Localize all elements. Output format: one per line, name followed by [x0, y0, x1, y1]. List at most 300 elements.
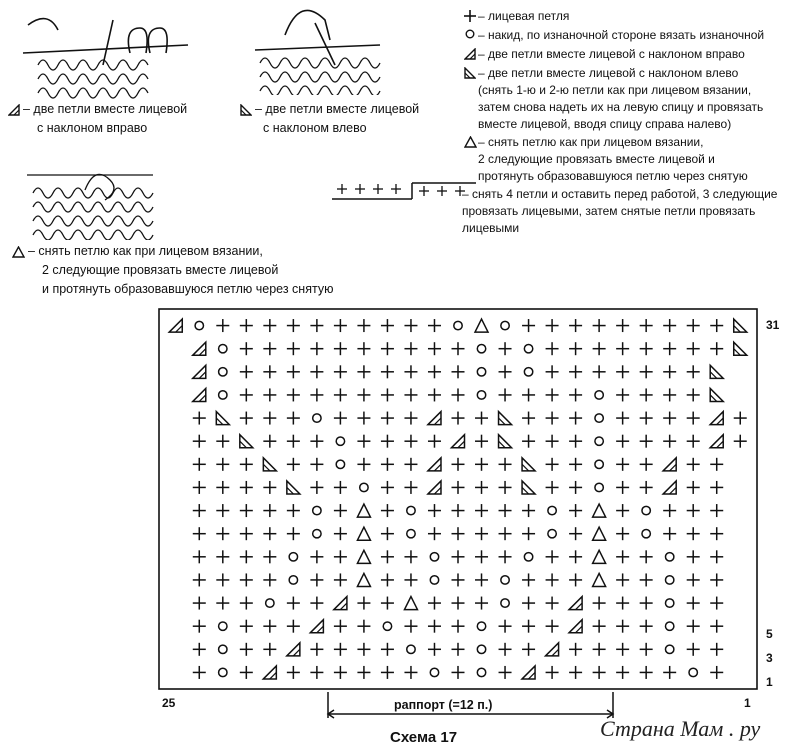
- stitch-k2tog_left: [240, 435, 253, 448]
- stitch-knit: [546, 319, 559, 332]
- stitch-knit: [616, 504, 629, 517]
- stitch-knit: [640, 597, 653, 610]
- stitch-knit: [334, 620, 347, 633]
- left-lean-decrease-illustration: [245, 5, 385, 95]
- stitch-knit: [193, 597, 206, 610]
- stitch-knit: [334, 550, 347, 563]
- stitch-knit: [357, 365, 370, 378]
- stitch-knit: [616, 458, 629, 471]
- stitch-knit: [240, 388, 253, 401]
- stitch-knit: [687, 620, 700, 633]
- stitch-knit: [193, 550, 206, 563]
- stitch-knit: [569, 365, 582, 378]
- stitch-yo: [665, 553, 673, 561]
- repeat-label: раппорт (=12 п.): [390, 698, 496, 712]
- stitch-knit: [404, 666, 417, 679]
- stitch-yo: [219, 344, 227, 352]
- stitch-knit: [428, 527, 441, 540]
- stitch-yo: [524, 368, 532, 376]
- k2tog-right-icon: [464, 48, 476, 60]
- stitch-knit: [404, 388, 417, 401]
- stitch-yo: [642, 529, 650, 537]
- stitch-knit: [381, 458, 394, 471]
- stitch-yo: [477, 622, 485, 630]
- stitch-knit: [475, 527, 488, 540]
- stitch-knit: [310, 643, 323, 656]
- stitch-knit: [663, 365, 676, 378]
- stitch-knit: [452, 481, 465, 494]
- right-lean-decrease-caption: [8, 100, 187, 138]
- legend-item-yo: [462, 27, 764, 44]
- stitch-knit: [263, 412, 276, 425]
- stitch-yo: [595, 414, 603, 422]
- stitch-yo: [407, 506, 415, 514]
- stitch-sk2p: [357, 527, 370, 540]
- stitch-knit: [475, 435, 488, 448]
- stitch-knit: [734, 412, 747, 425]
- row-number-5: 5: [766, 627, 773, 641]
- stitch-knit: [640, 550, 653, 563]
- row-number-3: 3: [766, 651, 773, 665]
- right-lean-caption-line-2: с наклоном вправо: [37, 121, 148, 135]
- stitch-k2tog_right: [287, 643, 300, 656]
- stitch-knit: [569, 504, 582, 517]
- stitch-knit: [569, 342, 582, 355]
- stitch-knit: [687, 435, 700, 448]
- stitch-knit: [404, 342, 417, 355]
- stitch-knit: [710, 504, 723, 517]
- stitch-knit: [287, 527, 300, 540]
- double-decrease-caption: [12, 242, 333, 299]
- stitch-knit: [569, 527, 582, 540]
- stitch-knit: [452, 527, 465, 540]
- stitch-knit: [710, 458, 723, 471]
- stitch-knit: [452, 573, 465, 586]
- stitch-knit: [687, 481, 700, 494]
- stitch-knit: [404, 319, 417, 332]
- stitch-knit: [593, 365, 606, 378]
- stitch-k2tog_left: [499, 435, 512, 448]
- stitch-knit: [216, 550, 229, 563]
- stitch-knit: [546, 597, 559, 610]
- stitch-knit: [310, 342, 323, 355]
- stitch-knit: [310, 481, 323, 494]
- stitch-k2tog_right: [452, 435, 465, 448]
- stitch-knit: [357, 458, 370, 471]
- stitch-knit: [475, 481, 488, 494]
- stitch-knit: [404, 550, 417, 563]
- stitch-knit: [452, 666, 465, 679]
- stitch-k2tog_left: [499, 412, 512, 425]
- stitch-knit: [569, 388, 582, 401]
- stitch-knit: [381, 666, 394, 679]
- stitch-knit: [263, 573, 276, 586]
- stitch-knit: [569, 666, 582, 679]
- stitch-knit: [640, 458, 653, 471]
- stitch-knit: [569, 319, 582, 332]
- stitch-knit: [452, 620, 465, 633]
- stitch-yo: [477, 368, 485, 376]
- stitch-knit: [240, 365, 253, 378]
- stitch-knit: [522, 620, 535, 633]
- stitch-knit: [287, 342, 300, 355]
- stitch-knit: [240, 481, 253, 494]
- stitch-knit: [193, 458, 206, 471]
- right-lean-caption-line-1: – две петли вместе лицевой: [23, 102, 188, 116]
- stitch-knit: [381, 342, 394, 355]
- stitch-yo: [454, 321, 462, 329]
- stitch-knit: [616, 388, 629, 401]
- stitch-knit: [193, 435, 206, 448]
- stitch-knit: [310, 435, 323, 448]
- legend-cable-line-1: – снять 4 петли и оставить перед работой, 3 следующие: [462, 187, 778, 201]
- cable-icon: [330, 180, 478, 202]
- stitch-knit: [357, 666, 370, 679]
- stitch-knit: [240, 573, 253, 586]
- stitch-knit: [334, 481, 347, 494]
- stitch-knit: [404, 573, 417, 586]
- stitch-knit: [452, 550, 465, 563]
- stitch-knit: [193, 504, 206, 517]
- stitch-yo: [430, 553, 438, 561]
- stitch-yo: [665, 576, 673, 584]
- stitch-k2tog_right: [169, 319, 182, 332]
- stitch-knit: [263, 550, 276, 563]
- stitch-knit: [334, 666, 347, 679]
- double-decrease-caption-line-1: – снять петлю как при лицевом вязании,: [28, 244, 263, 258]
- stitch-knit: [404, 365, 417, 378]
- stitch-knit: [287, 458, 300, 471]
- stitch-knit: [240, 620, 253, 633]
- stitch-knit: [616, 481, 629, 494]
- legend-item-cable: [462, 186, 777, 237]
- stitch-knit: [522, 573, 535, 586]
- stitch-knit: [428, 620, 441, 633]
- stitch-knit: [287, 412, 300, 425]
- stitch-knit: [546, 666, 559, 679]
- stitch-yo: [195, 321, 203, 329]
- stitch-knit: [616, 412, 629, 425]
- stitch-k2tog_right: [428, 412, 441, 425]
- stitch-knit: [357, 412, 370, 425]
- stitch-knit: [734, 435, 747, 448]
- stitch-knit: [357, 620, 370, 633]
- stitch-yo: [219, 645, 227, 653]
- stitch-yo: [289, 576, 297, 584]
- stitch-knit: [381, 643, 394, 656]
- stitch-knit: [499, 342, 512, 355]
- stitch-knit: [710, 319, 723, 332]
- stitch-yo: [313, 414, 321, 422]
- legend-sk2p-line-2: 2 следующие провязать вместе лицевой и: [478, 152, 715, 166]
- stitch-knit: [687, 550, 700, 563]
- stitch-knit: [710, 597, 723, 610]
- knit-icon: [464, 10, 476, 22]
- stitch-sk2p: [475, 319, 488, 332]
- stitch-yo: [595, 483, 603, 491]
- stitch-knit: [240, 550, 253, 563]
- stitch-sk2p: [404, 597, 417, 610]
- stitch-yo: [501, 321, 509, 329]
- stitch-knit: [475, 573, 488, 586]
- stitch-knit: [310, 458, 323, 471]
- stitch-yo: [289, 553, 297, 561]
- stitch-k2tog_left: [287, 481, 300, 494]
- stitch-knit: [499, 504, 512, 517]
- stitch-knit: [381, 573, 394, 586]
- stitch-knit: [193, 481, 206, 494]
- stitch-knit: [687, 342, 700, 355]
- stitch-k2tog_left: [710, 388, 723, 401]
- stitch-knit: [710, 666, 723, 679]
- stitch-knit: [452, 388, 465, 401]
- stitch-knit: [428, 643, 441, 656]
- stitch-knit: [569, 573, 582, 586]
- stitch-knit: [310, 365, 323, 378]
- stitch-knit: [240, 319, 253, 332]
- stitch-knit: [452, 342, 465, 355]
- stitch-knit: [428, 342, 441, 355]
- stitch-knit: [240, 342, 253, 355]
- stitch-yo: [477, 391, 485, 399]
- legend: [462, 8, 797, 238]
- legend-yo-line-1: – накид, по изнаночной стороне вязать изнаночной: [478, 28, 765, 42]
- stitch-knit: [663, 504, 676, 517]
- stitch-knit: [381, 412, 394, 425]
- k2tog-left-icon: [464, 67, 476, 79]
- stitch-yo: [266, 599, 274, 607]
- double-decrease-illustration: [25, 165, 155, 240]
- stitch-k2tog_right: [193, 365, 206, 378]
- stitch-knit: [334, 388, 347, 401]
- stitch-k2tog_right: [663, 458, 676, 471]
- stitch-yo: [642, 506, 650, 514]
- row-number-1: 1: [766, 675, 773, 689]
- stitch-knit: [357, 342, 370, 355]
- stitch-k2tog_right: [310, 620, 323, 633]
- stitch-knit: [216, 458, 229, 471]
- stitch-knit: [640, 365, 653, 378]
- stitch-k2tog_right: [522, 666, 535, 679]
- legend-k2tog-left-line-3: затем снова надеть их на левую спицу и провязать: [478, 100, 764, 114]
- stitch-knit: [310, 319, 323, 332]
- stitch-yo: [524, 344, 532, 352]
- stitch-knit: [710, 481, 723, 494]
- stitch-knit: [593, 643, 606, 656]
- stitch-k2tog_right: [569, 597, 582, 610]
- stitch-knit: [263, 365, 276, 378]
- stitch-knit: [687, 458, 700, 471]
- stitch-knit: [263, 481, 276, 494]
- column-number-left: 25: [162, 696, 176, 710]
- legend-cable-line-2: провязать лицевыми, затем снятые петли провязать: [462, 204, 756, 218]
- stitch-knit: [287, 388, 300, 401]
- stitch-knit: [663, 319, 676, 332]
- stitch-knit: [216, 527, 229, 540]
- stitch-knit: [616, 342, 629, 355]
- stitch-yo: [219, 622, 227, 630]
- stitch-knit: [522, 319, 535, 332]
- stitch-knit: [334, 504, 347, 517]
- column-number-right: 1: [744, 696, 751, 710]
- stitch-knit: [287, 319, 300, 332]
- stitch-knit: [193, 666, 206, 679]
- stitch-knit: [404, 458, 417, 471]
- stitch-knit: [263, 342, 276, 355]
- stitch-yo: [477, 668, 485, 676]
- stitch-yo: [595, 437, 603, 445]
- stitch-knit: [616, 666, 629, 679]
- right-lean-decrease-illustration: [18, 5, 193, 100]
- stitch-knit: [381, 481, 394, 494]
- knitting-chart: [158, 308, 758, 690]
- stitch-knit: [569, 550, 582, 563]
- stitch-knit: [710, 527, 723, 540]
- stitch-knit: [475, 504, 488, 517]
- stitch-k2tog_right: [710, 435, 723, 448]
- stitch-knit: [428, 597, 441, 610]
- stitch-knit: [663, 388, 676, 401]
- stitch-knit: [428, 388, 441, 401]
- stitch-knit: [687, 643, 700, 656]
- stitch-sk2p: [357, 550, 370, 563]
- stitch-knit: [240, 412, 253, 425]
- stitch-knit: [381, 388, 394, 401]
- stitch-knit: [452, 458, 465, 471]
- stitch-knit: [569, 435, 582, 448]
- stitch-knit: [452, 597, 465, 610]
- stitch-knit: [569, 458, 582, 471]
- stitch-knit: [616, 597, 629, 610]
- stitch-knit: [287, 620, 300, 633]
- stitch-knit: [546, 412, 559, 425]
- stitch-k2tog_right: [569, 620, 582, 633]
- stitch-knit: [216, 573, 229, 586]
- stitch-knit: [546, 458, 559, 471]
- legend-k2tog-right-line-1: – две петли вместе лицевой с наклоном вправо: [478, 47, 745, 61]
- stitch-yo: [336, 460, 344, 468]
- stitch-knit: [687, 597, 700, 610]
- stitch-knit: [216, 481, 229, 494]
- stitch-knit: [640, 435, 653, 448]
- stitch-knit: [546, 573, 559, 586]
- stitch-knit: [616, 620, 629, 633]
- stitch-knit: [381, 527, 394, 540]
- stitch-knit: [404, 481, 417, 494]
- stitch-knit: [593, 319, 606, 332]
- stitch-knit: [616, 527, 629, 540]
- sk2p-icon: [12, 246, 25, 258]
- stitch-sk2p: [357, 573, 370, 586]
- stitch-k2tog_right: [334, 597, 347, 610]
- stitch-k2tog_right: [710, 412, 723, 425]
- stitch-yo: [477, 645, 485, 653]
- stitch-knit: [710, 620, 723, 633]
- stitch-k2tog_right: [263, 666, 276, 679]
- stitch-knit: [216, 435, 229, 448]
- stitch-knit: [499, 458, 512, 471]
- stitch-k2tog_left: [522, 481, 535, 494]
- stitch-yo: [407, 529, 415, 537]
- stitch-knit: [334, 527, 347, 540]
- legend-sk2p-line-3: протянуть образовавшуюся петлю через снятую: [478, 169, 748, 183]
- stitch-knit: [522, 527, 535, 540]
- stitch-k2tog_right: [193, 342, 206, 355]
- stitch-knit: [263, 319, 276, 332]
- stitch-yo: [336, 437, 344, 445]
- stitch-k2tog_left: [710, 365, 723, 378]
- stitch-knit: [287, 365, 300, 378]
- stitch-knit: [546, 342, 559, 355]
- stitch-knit: [240, 643, 253, 656]
- stitch-knit: [640, 342, 653, 355]
- legend-item-knit: [462, 8, 569, 25]
- stitch-sk2p: [357, 504, 370, 517]
- stitch-knit: [428, 365, 441, 378]
- stitch-knit: [240, 666, 253, 679]
- stitch-knit: [404, 412, 417, 425]
- stitch-k2tog_right: [663, 481, 676, 494]
- legend-item-k2tog-left: [462, 65, 763, 133]
- stitch-knit: [522, 597, 535, 610]
- stitch-sk2p: [593, 504, 606, 517]
- stitch-knit: [499, 527, 512, 540]
- stitch-yo: [548, 529, 556, 537]
- stitch-knit: [687, 527, 700, 540]
- stitch-knit: [687, 388, 700, 401]
- double-decrease-caption-line-3: и протянуть образовавшуюся петлю через снятую: [42, 282, 334, 296]
- stitch-knit: [240, 458, 253, 471]
- stitch-knit: [616, 319, 629, 332]
- stitch-knit: [569, 412, 582, 425]
- stitch-knit: [263, 643, 276, 656]
- stitch-k2tog_left: [734, 342, 747, 355]
- legend-item-k2tog-right: [462, 46, 745, 63]
- stitch-knit: [334, 412, 347, 425]
- stitch-knit: [522, 412, 535, 425]
- stitch-k2tog_left: [263, 458, 276, 471]
- stitch-knit: [546, 435, 559, 448]
- stitch-knit: [287, 435, 300, 448]
- stitch-knit: [499, 388, 512, 401]
- stitch-knit: [616, 365, 629, 378]
- stitch-knit: [522, 504, 535, 517]
- stitch-knit: [710, 342, 723, 355]
- stitch-knit: [193, 412, 206, 425]
- stitch-sk2p: [593, 527, 606, 540]
- stitch-knit: [687, 365, 700, 378]
- stitch-yo: [219, 391, 227, 399]
- stitch-knit: [475, 412, 488, 425]
- k2tog-right-icon: [8, 104, 20, 116]
- stitch-knit: [710, 643, 723, 656]
- stitch-knit: [640, 388, 653, 401]
- stitch-knit: [616, 550, 629, 563]
- stitch-knit: [546, 365, 559, 378]
- stitch-sk2p: [593, 550, 606, 563]
- stitch-knit: [499, 481, 512, 494]
- stitch-knit: [475, 458, 488, 471]
- stitch-knit: [334, 365, 347, 378]
- stitch-knit: [381, 550, 394, 563]
- stitch-yo: [313, 529, 321, 537]
- stitch-knit: [640, 666, 653, 679]
- stitch-knit: [428, 435, 441, 448]
- stitch-knit: [240, 527, 253, 540]
- stitch-knit: [428, 504, 441, 517]
- double-decrease-caption-line-2: 2 следующие провязать вместе лицевой: [42, 263, 279, 277]
- stitch-knit: [710, 550, 723, 563]
